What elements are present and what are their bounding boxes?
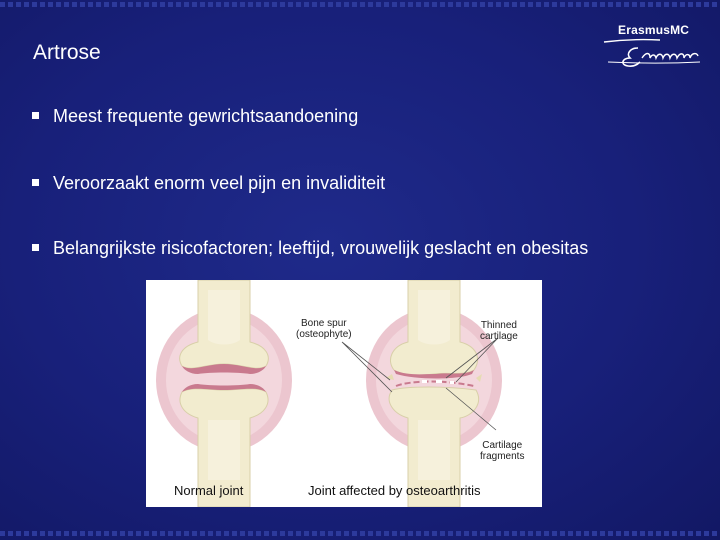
thinned-label-line1: Thinned	[480, 320, 517, 331]
bullet-text: Meest frequente gewrichtsaandoening	[53, 106, 359, 126]
affected-joint-caption: Joint affected by osteoarthritis	[308, 483, 481, 498]
bullet-item	[32, 106, 358, 127]
normal-joint-drawing	[156, 280, 292, 507]
bullet-square-icon	[32, 244, 39, 251]
bone-spur-label-line2: (osteophyte)	[296, 329, 352, 340]
bone-spur-label	[296, 318, 352, 340]
thinned-cartilage-label	[480, 320, 518, 342]
thinned-label-line2: cartilage	[480, 331, 518, 342]
normal-joint-caption: Normal joint	[174, 483, 244, 498]
slide-title: Artrose	[33, 41, 101, 64]
osteoarthritis-joint-drawing	[342, 280, 502, 507]
bullet-text: Belangrijkste risicofactoren; leeftijd, vrouwelijk geslacht en obesitas	[53, 238, 589, 258]
top-dot-border	[0, 2, 720, 7]
bone-spur-label-line1: Bone spur	[301, 318, 347, 329]
logo-text: ErasmusMC	[618, 23, 690, 37]
bullet-text: Veroorzaakt enorm veel pijn en invaliditeit	[53, 173, 386, 193]
bullet-square-icon	[32, 112, 39, 119]
bullet-square-icon	[32, 179, 39, 186]
fragments-label-line2: fragments	[480, 451, 525, 462]
bullet-item	[32, 173, 385, 194]
joint-diagram	[146, 280, 542, 507]
cartilage-fragments-label	[480, 440, 524, 462]
bullet-item	[32, 238, 588, 259]
bottom-dot-border	[0, 531, 720, 536]
erasmus-mc-logo	[600, 22, 712, 74]
joint-illustration	[146, 280, 542, 507]
fragments-label-line1: Cartilage	[482, 440, 523, 451]
